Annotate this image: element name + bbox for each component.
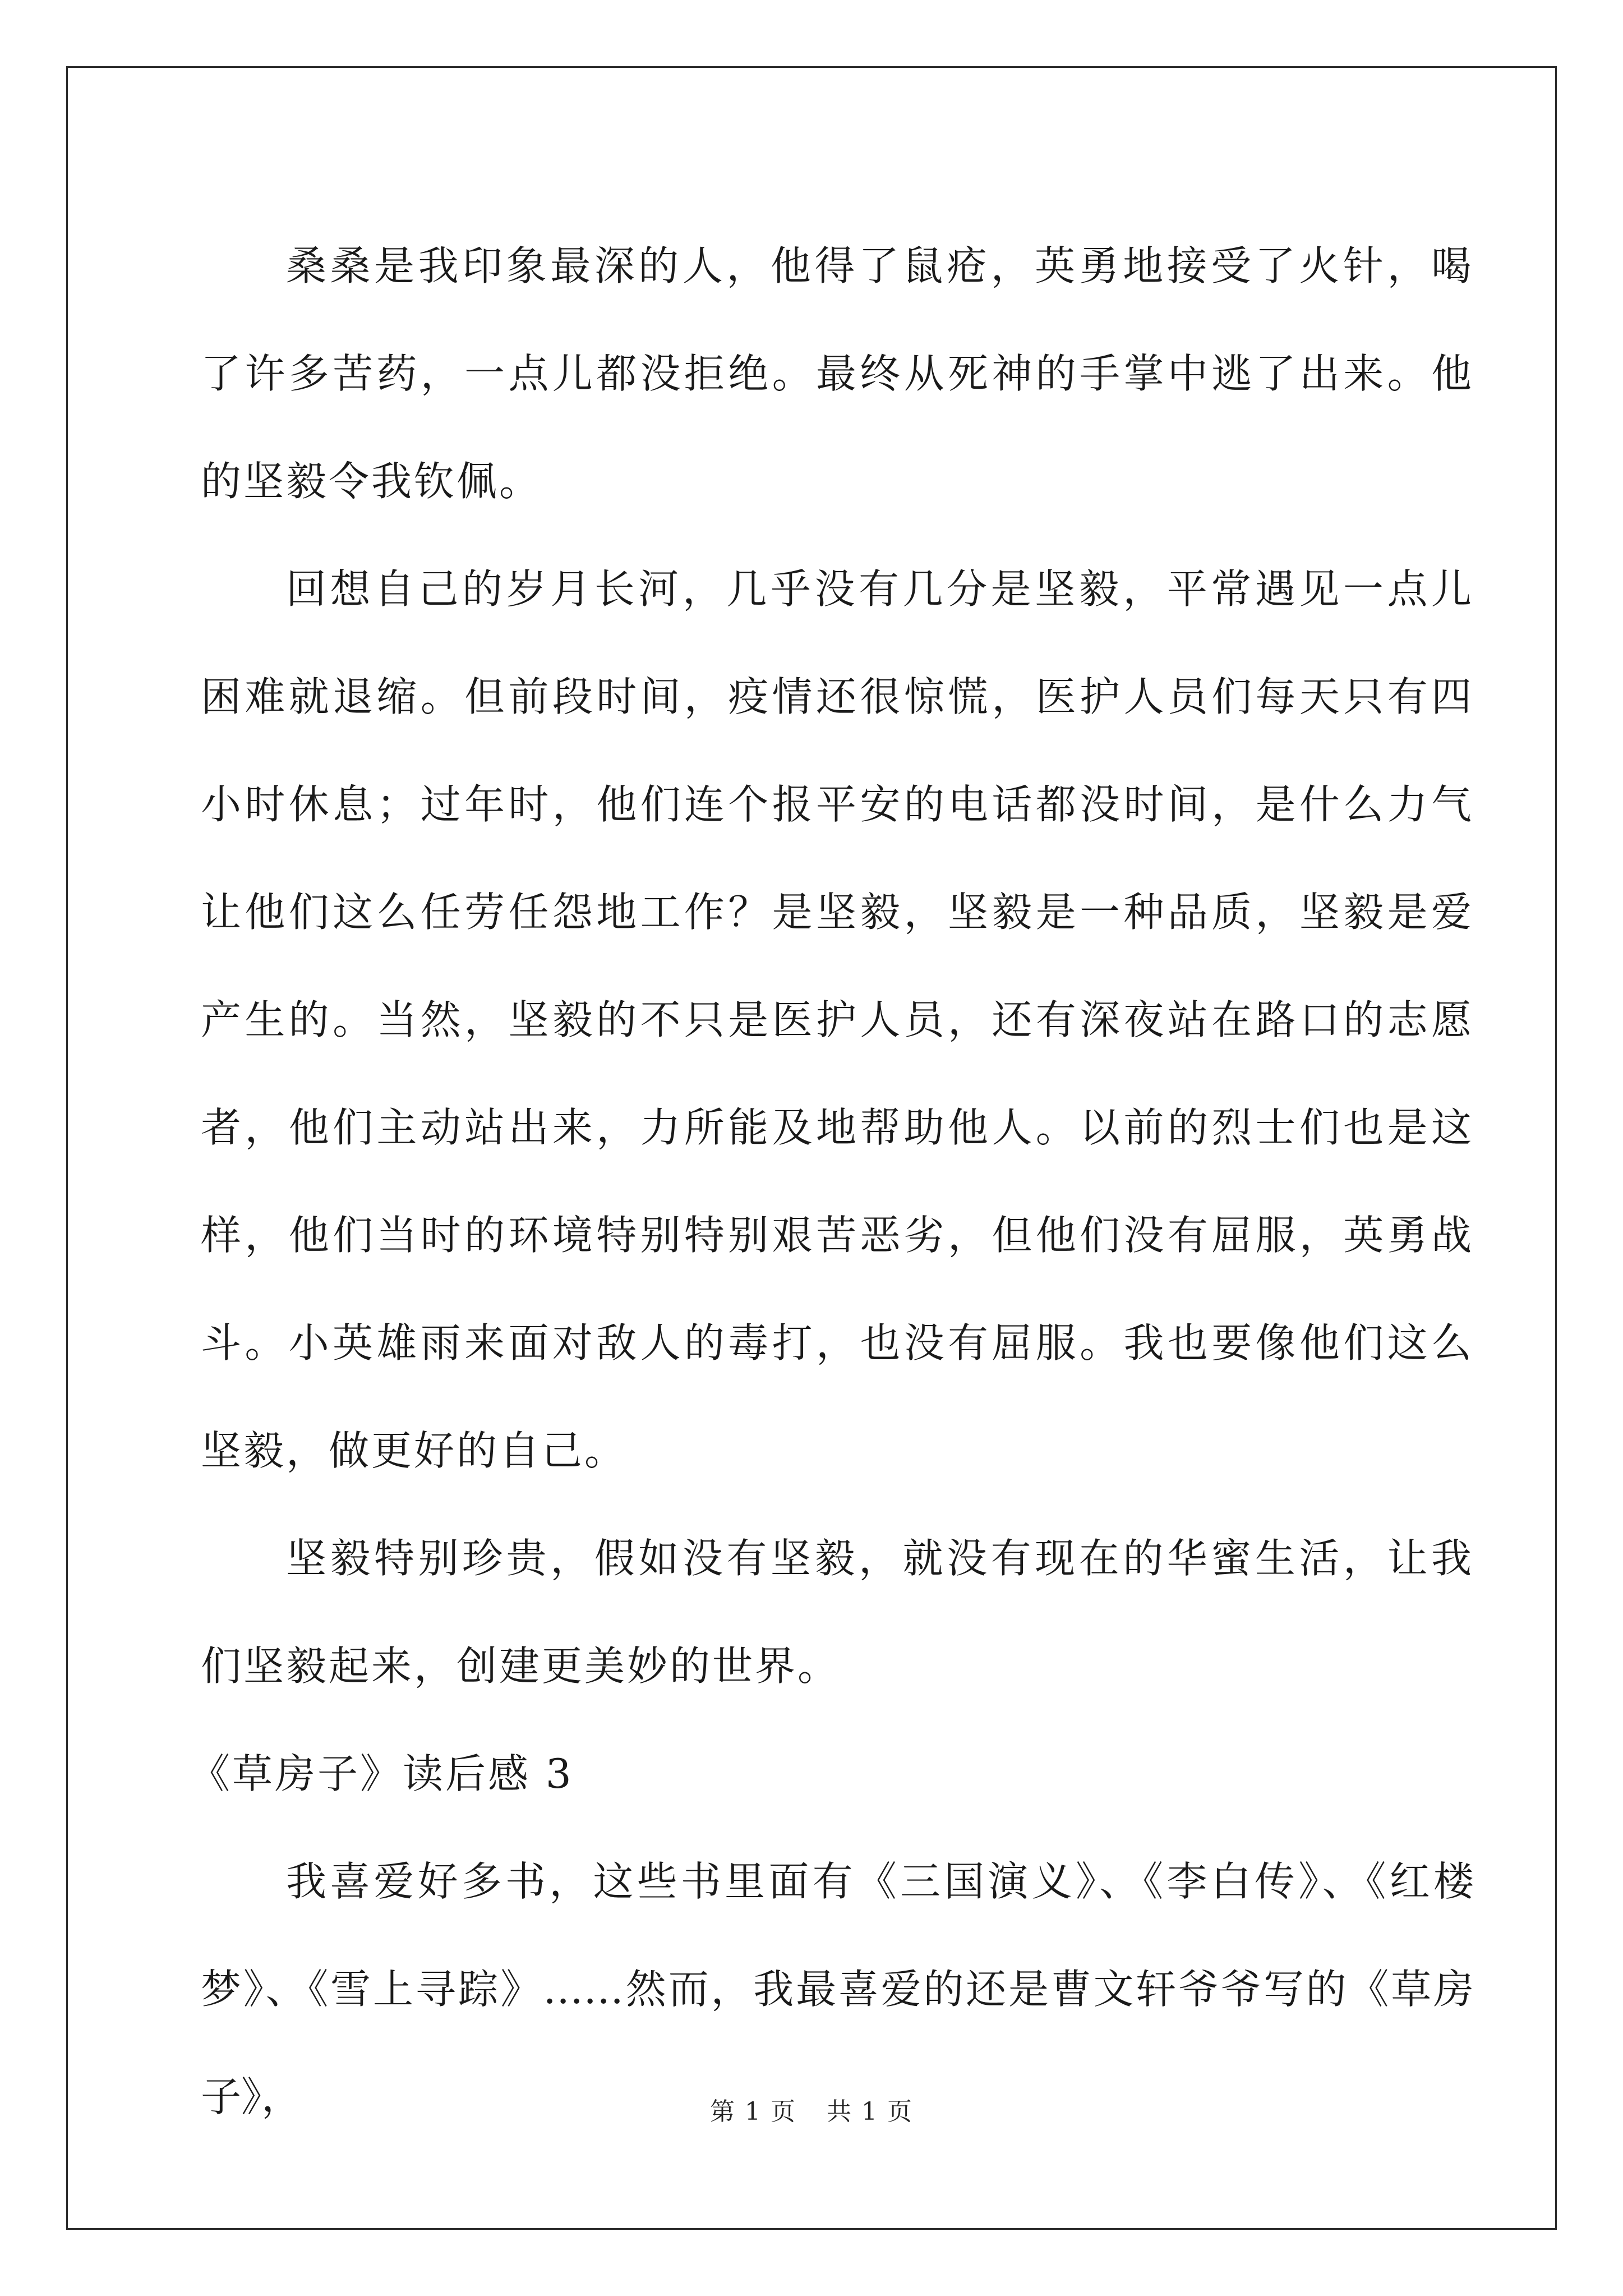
paragraph-conclusion: 坚毅特别珍贵，假如没有坚毅，就没有现在的华蜜生活，让我们坚毅起来，创建更美妙的世界。 [201, 1535, 1474, 1690]
paragraph-reflection: 回想自己的岁月长河，几乎没有几分是坚毅，平常遇见一点儿困难就退缩。但前段时间，疫情还很惊慌，医护人员们每天只有四小时休息；过年时，他们连个报平安的电话都没时间，是什么力气让他们这么任劳任怨地工作？是坚毅，坚毅是一种品质，坚毅是爱产生的。当然，坚毅的不只是医护人员，还有深夜站在路口的志愿者，他们主动站出来，力所能及地帮助他人。以前的烈士们也是这样，他们当时的环境特别特别艰苦恶劣，但他们没有屈服，英勇战斗。小英雄雨来面对敌人的毒打，也没有屈服。我也要像他们这么坚毅，做更好的自己。 [201, 565, 1474, 1474]
paragraph-favorite-books: 我喜爱好多书，这些书里面有《三国演义》、《李白传》、《红楼梦》、《雪上寻踪》……然而，我最喜爱的还是曹文轩爷爷写的《草房子》， [201, 1858, 1474, 2120]
page-number-current: 第 1 页 [710, 2097, 796, 2126]
section-title: 《草房子》读后感 3 [190, 1750, 574, 1797]
document-body [190, 212, 1474, 2151]
page-footer [0, 2091, 1623, 2127]
paragraph-sangsang: 桑桑是我印象最深的人，他得了鼠疮，英勇地接受了火针，喝了许多苦药，一点儿都没拒绝。最终从死神的手掌中逃了出来。他的坚毅令我钦佩。 [201, 242, 1474, 505]
page-number-total: 共 1 页 [827, 2097, 913, 2126]
